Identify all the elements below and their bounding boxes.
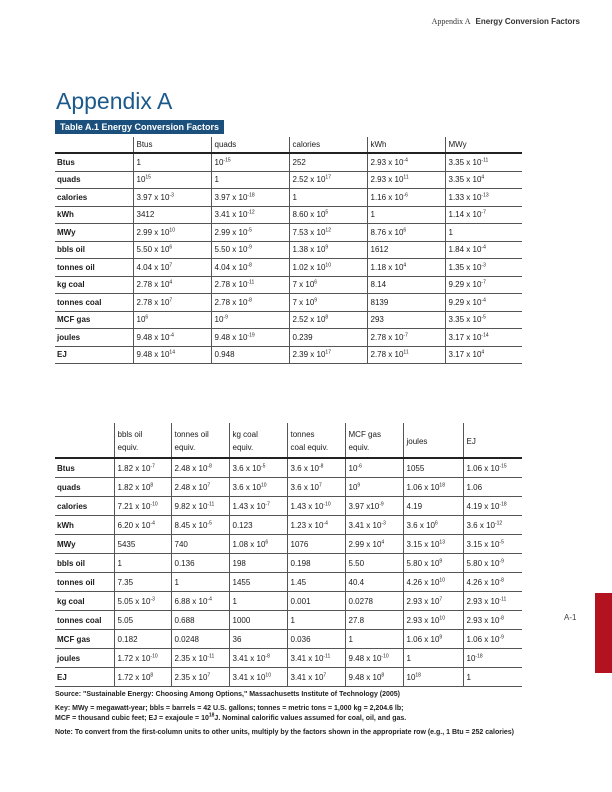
table-cell: 1 [229, 592, 287, 611]
chapter-tab-bar [595, 593, 612, 673]
table-cell: 2.78 x $10^7$ [133, 294, 211, 312]
table-row [55, 259, 522, 277]
table-cell: 5.80 x $10^{-9}$ [463, 554, 522, 573]
table-cell: 5.50 x $10^6$ [133, 241, 211, 259]
corner-cell [55, 423, 114, 458]
column-header-line: coal equiv. [290, 443, 329, 452]
table-cell: 1 [367, 206, 445, 224]
table-cell: 3.17 x $10^4$ [445, 346, 522, 364]
row-label: MWy [55, 535, 114, 554]
table-row [55, 171, 522, 189]
row-label: tonnes coal [55, 611, 114, 630]
column-header-line: equiv. [174, 443, 196, 452]
page-number: A-1 [564, 613, 577, 622]
table-cell: 2.93 x $10^{11}$ [367, 171, 445, 189]
table-row [55, 458, 522, 478]
table-cell: 3.15 x $10^{13}$ [403, 535, 463, 554]
table-cell: 1.33 x $10^{-13}$ [445, 189, 522, 207]
row-label: MWy [55, 224, 133, 242]
table-cell: 1.18 x $10^4$ [367, 259, 445, 277]
table-cell: 1 [345, 630, 403, 649]
table-cell: 3.41 x $10^{-12}$ [211, 206, 289, 224]
table-cell: 1.82 x $10^{-7}$ [114, 458, 171, 478]
column-header [287, 423, 345, 458]
table-cell: 2.78 x $10^{-8}$ [211, 294, 289, 312]
table-cell: 9.48 x $10^{14}$ [133, 346, 211, 364]
column-header-line: equiv. [232, 443, 254, 452]
table-cell: 1.82 x $10^8$ [114, 478, 171, 497]
table-cell: 1 [463, 668, 522, 687]
key-note [55, 704, 545, 724]
table-cell: 2.35 x $10^7$ [171, 668, 229, 687]
table-cell: 5.05 x $10^{-3}$ [114, 592, 171, 611]
table-row [55, 224, 522, 242]
column-header-line: calories [292, 140, 321, 149]
table-cell: $10^9$ [345, 478, 403, 497]
table-cell: 4.26 x $10^{-8}$ [463, 573, 522, 592]
table-cell: 0.688 [171, 611, 229, 630]
running-head [432, 17, 580, 26]
table-cell: 2.99 x $10^{-5}$ [211, 224, 289, 242]
table-cell: 1.08 x $10^6$ [229, 535, 287, 554]
conversion-note: Note: To convert from the first-column units to other units, multiply by the factors shown in the appropriate row (e.g., 1 Btu = 252 calories) [55, 729, 515, 736]
table-row [55, 649, 522, 668]
table-cell: 0.948 [211, 346, 289, 364]
table-cell: $10^{18}$ [403, 668, 463, 687]
table-cell: 2.93 x $10^{10}$ [403, 611, 463, 630]
table-cell: 1.06 x $10^{-15}$ [463, 458, 522, 478]
table-cell: 1.06 [463, 478, 522, 497]
table-row [55, 573, 522, 592]
table-cell: 4.04 x $10^7$ [133, 259, 211, 277]
table-row [55, 329, 522, 347]
table-cell: 740 [171, 535, 229, 554]
table-cell: 8.60 x $10^5$ [289, 206, 367, 224]
table-cell: 1 [114, 554, 171, 573]
table-cell: 1.16 x $10^{-6}$ [367, 189, 445, 207]
table-cell: 1612 [367, 241, 445, 259]
table-row [55, 206, 522, 224]
table-cell: 9.29 x $10^{-7}$ [445, 276, 522, 294]
table-cell: 4.19 x $10^{-18}$ [463, 497, 522, 516]
row-label: MCF gas [55, 311, 133, 329]
column-header [229, 423, 287, 458]
table-cell: 7 x $10^6$ [289, 276, 367, 294]
table-cell: 0.182 [114, 630, 171, 649]
row-label: quads [55, 478, 114, 497]
table-cell: 0.036 [287, 630, 345, 649]
table-cell: 3.6 x $10^{-12}$ [463, 516, 522, 535]
table-cell: 1.43 x $10^{-7}$ [229, 497, 287, 516]
table-cell: $10^6$ [133, 311, 211, 329]
table-cell: 5.80 x $10^9$ [403, 554, 463, 573]
table-cell: 0.001 [287, 592, 345, 611]
table-cell: $10^{15}$ [133, 171, 211, 189]
table-row [55, 311, 522, 329]
table-cell: 1000 [229, 611, 287, 630]
row-label: kWh [55, 516, 114, 535]
table-cell: 8.45 x $10^{-5}$ [171, 516, 229, 535]
corner-cell [55, 137, 133, 153]
column-header-line: tonnes oil [174, 430, 209, 439]
table-cell: 3.6 x $10^{-8}$ [287, 458, 345, 478]
row-label: kg coal [55, 276, 133, 294]
table-cell: 3.15 x $10^{-5}$ [463, 535, 522, 554]
table-cell: 2.93 x $10^{-4}$ [367, 153, 445, 171]
column-header-line: joules [406, 436, 428, 446]
table-cell: 1.06 x $10^9$ [403, 630, 463, 649]
column-header [289, 137, 367, 153]
table-cell: 1.23 x $10^{-4}$ [287, 516, 345, 535]
table-cell: 3.97 x $10^{-3}$ [133, 189, 211, 207]
table-cell: 3.6 x $10^6$ [403, 516, 463, 535]
table-cell: 1.14 x $10^{-7}$ [445, 206, 522, 224]
table-cell: 2.52 x $10^8$ [289, 311, 367, 329]
table-row [55, 189, 522, 207]
table-cell: 0.198 [287, 554, 345, 573]
table-row [55, 153, 522, 171]
key-line-2: MCF = thousand cubic feet; EJ = exajoule = $10^{18}J$. Nominal calorific values assumed for coal, oil, and gas. [55, 712, 407, 722]
table-cell: 7.53 x $10^{12}$ [289, 224, 367, 242]
running-head-appendix: Appendix A [431, 17, 471, 26]
row-label: joules [55, 329, 133, 347]
table-cell: 2.39 x $10^{17}$ [289, 346, 367, 364]
table-cell: 3.6 x $10^7$ [287, 478, 345, 497]
table-cell: 0.123 [229, 516, 287, 535]
row-label: calories [55, 497, 114, 516]
column-header [403, 423, 463, 458]
table-cell: 9.48 x $10^{-19}$ [211, 329, 289, 347]
running-head-title: Energy Conversion Factors [475, 17, 580, 26]
table-cell: 6.88 x $10^{-4}$ [171, 592, 229, 611]
table-caption: Table A.1 Energy Conversion Factors [55, 120, 224, 134]
column-header-line: kWh [370, 140, 387, 149]
table-cell: 9.48 x $10^{-4}$ [133, 329, 211, 347]
table-cell: 293 [367, 311, 445, 329]
conversion-table-1 [55, 137, 522, 364]
table-row [55, 668, 522, 687]
table-cell: 9.29 x $10^{-4}$ [445, 294, 522, 312]
table2-body [55, 458, 522, 687]
table1-body [55, 153, 522, 364]
table-row [55, 294, 522, 312]
table-cell: 5.50 x $10^{-9}$ [211, 241, 289, 259]
table-cell: 1 [403, 649, 463, 668]
table-cell: 1 [287, 611, 345, 630]
table-cell: 1.38 x $10^9$ [289, 241, 367, 259]
row-label: calories [55, 189, 133, 207]
table-cell: 9.48 x $10^8$ [345, 668, 403, 687]
table-cell: 36 [229, 630, 287, 649]
table-cell: 252 [289, 153, 367, 171]
table-cell: 3.35 x $10^{-5}$ [445, 311, 522, 329]
table-cell: 2.78 x $10^{11}$ [367, 346, 445, 364]
table-cell: 5.05 [114, 611, 171, 630]
table-cell: $10^{-18}$ [463, 649, 522, 668]
table-cell: 0.0278 [345, 592, 403, 611]
column-header [463, 423, 522, 458]
table-cell: 3.6 x $10^{-5}$ [229, 458, 287, 478]
table-cell: 2.52 x $10^{17}$ [289, 171, 367, 189]
table-row [55, 346, 522, 364]
row-label: tonnes coal [55, 294, 133, 312]
table-cell: 1 [445, 224, 522, 242]
column-header-line: MWy [448, 140, 467, 149]
table-cell: 2.48 x $10^{-8}$ [171, 458, 229, 478]
table-cell: $10^{-9}$ [211, 311, 289, 329]
column-header [445, 137, 522, 153]
column-header-line: Btus [136, 140, 153, 149]
table-row [55, 630, 522, 649]
column-header [133, 137, 211, 153]
row-label: Btus [55, 458, 114, 478]
table-cell: 1 [171, 573, 229, 592]
table-cell: 0.0248 [171, 630, 229, 649]
row-label: tonnes oil [55, 259, 133, 277]
column-header [367, 137, 445, 153]
table-row [55, 497, 522, 516]
page-heading: Appendix A [56, 88, 173, 114]
column-header-line: equiv. [348, 443, 370, 452]
table-cell: 8.14 [367, 276, 445, 294]
row-label: bbls oil [55, 554, 114, 573]
table-cell: 2.78 x $10^{-11}$ [211, 276, 289, 294]
row-label: joules [55, 649, 114, 668]
conversion-table-2 [55, 423, 522, 687]
column-header-line: kg coal [232, 430, 258, 439]
table-row [55, 554, 522, 573]
table-cell: 2.99 x $10^{10}$ [133, 224, 211, 242]
column-header-line: quads [214, 140, 237, 149]
table-cell: 2.78 x $10^{-7}$ [367, 329, 445, 347]
row-label: EJ [55, 668, 114, 687]
table-cell: 3.41 x $10^7$ [287, 668, 345, 687]
table-cell: 1.72 x $10^8$ [114, 668, 171, 687]
table-cell: 198 [229, 554, 287, 573]
table-row [55, 592, 522, 611]
row-label: bbls oil [55, 241, 133, 259]
table-cell: 0.239 [289, 329, 367, 347]
table-cell: 1 [289, 189, 367, 207]
table-cell: 3.35 x $10^4$ [445, 171, 522, 189]
table-cell: 1 [211, 171, 289, 189]
table-cell: 4.04 x $10^{-8}$ [211, 259, 289, 277]
table-row [55, 611, 522, 630]
table-cell: 1.06 x $10^{-9}$ [463, 630, 522, 649]
row-label: kg coal [55, 592, 114, 611]
column-header [114, 423, 171, 458]
table-row [55, 478, 522, 497]
table-cell: 5435 [114, 535, 171, 554]
column-header-line: EJ [466, 436, 476, 446]
table-cell: 3.97 $x10^{-9}$ [345, 497, 403, 516]
table-cell: 3.6 x $10^{10}$ [229, 478, 287, 497]
table-cell: 3.35 x $10^{-11}$ [445, 153, 522, 171]
key-line-1: Key: MWy = megawatt-year; bbls = barrels = 42 U.S. gallons; tonnes = metric tons = 1,000 kg = 2,204.6 lb; [55, 705, 404, 712]
table1-header-row [55, 137, 522, 153]
table-cell: 2.78 x $10^4$ [133, 276, 211, 294]
table-cell: 1076 [287, 535, 345, 554]
column-header-line: bbls oil [117, 430, 143, 439]
table-cell: 40.4 [345, 573, 403, 592]
table-cell: 27.8 [345, 611, 403, 630]
row-label: kWh [55, 206, 133, 224]
table-cell: 9.48 x $10^{-10}$ [345, 649, 403, 668]
table-cell: 4.26 x $10^{10}$ [403, 573, 463, 592]
column-header-line: tonnes [290, 430, 315, 439]
table-cell: 1455 [229, 573, 287, 592]
row-label: MCF gas [55, 630, 114, 649]
table-cell: 3.17 x $10^{-14}$ [445, 329, 522, 347]
column-header-line: MCF gas [348, 430, 381, 439]
table-cell: 2.93 x $10^{-11}$ [463, 592, 522, 611]
table-cell: 9.82 x $10^{-11}$ [171, 497, 229, 516]
table-cell: 0.136 [171, 554, 229, 573]
table-cell: 4.19 [403, 497, 463, 516]
table-cell: 3.41 x $10^{-3}$ [345, 516, 403, 535]
table-cell: 2.93 x $10^{-8}$ [463, 611, 522, 630]
table-row [55, 535, 522, 554]
table-cell: 1.72 x $10^{-10}$ [114, 649, 171, 668]
column-header [211, 137, 289, 153]
table-cell: 2.48 x $10^7$ [171, 478, 229, 497]
table-cell: 1.84 x $10^{-4}$ [445, 241, 522, 259]
table-cell: 1.45 [287, 573, 345, 592]
table-cell: 2.35 x $10^{-11}$ [171, 649, 229, 668]
table-cell: $10^{-6}$ [345, 458, 403, 478]
table-cell: 3412 [133, 206, 211, 224]
table-cell: 3.41 x $10^{10}$ [229, 668, 287, 687]
table-cell: 2.93 x $10^7$ [403, 592, 463, 611]
table-cell: 1.06 x $10^{18}$ [403, 478, 463, 497]
table-cell: 3.97 x $10^{-18}$ [211, 189, 289, 207]
row-label: Btus [55, 153, 133, 171]
table-row [55, 516, 522, 535]
table-cell: 1.43 x $10^{-10}$ [287, 497, 345, 516]
table-cell: 7 x $10^9$ [289, 294, 367, 312]
table-cell: 5.50 [345, 554, 403, 573]
table-cell: 1.02 x $10^{10}$ [289, 259, 367, 277]
table-cell: 6.20 x $10^{-4}$ [114, 516, 171, 535]
table-cell: 8.76 x $10^6$ [367, 224, 445, 242]
table-cell: 3.41 x $10^{-8}$ [229, 649, 287, 668]
table-cell: 1 [133, 153, 211, 171]
source-note: Source: "Sustainable Energy: Choosing Among Options," Massachusetts Institute of Technology (2005) [55, 691, 401, 698]
table-notes [55, 690, 545, 742]
table-cell: 1.35 x $10^{-3}$ [445, 259, 522, 277]
table-row [55, 241, 522, 259]
table2-header-row [55, 423, 522, 458]
column-header [345, 423, 403, 458]
table-cell: 1055 [403, 458, 463, 478]
column-header-line: equiv. [117, 443, 139, 452]
row-label: quads [55, 171, 133, 189]
table-cell: 7.21 x $10^{-10}$ [114, 497, 171, 516]
row-label: tonnes oil [55, 573, 114, 592]
table-row [55, 276, 522, 294]
table-cell: 8139 [367, 294, 445, 312]
table-cell: 2.99 x $10^4$ [345, 535, 403, 554]
row-label: EJ [55, 346, 133, 364]
column-header [171, 423, 229, 458]
table-cell: 7.35 [114, 573, 171, 592]
table-cell: $10^{-15}$ [211, 153, 289, 171]
table-cell: 3.41 x $10^{-11}$ [287, 649, 345, 668]
